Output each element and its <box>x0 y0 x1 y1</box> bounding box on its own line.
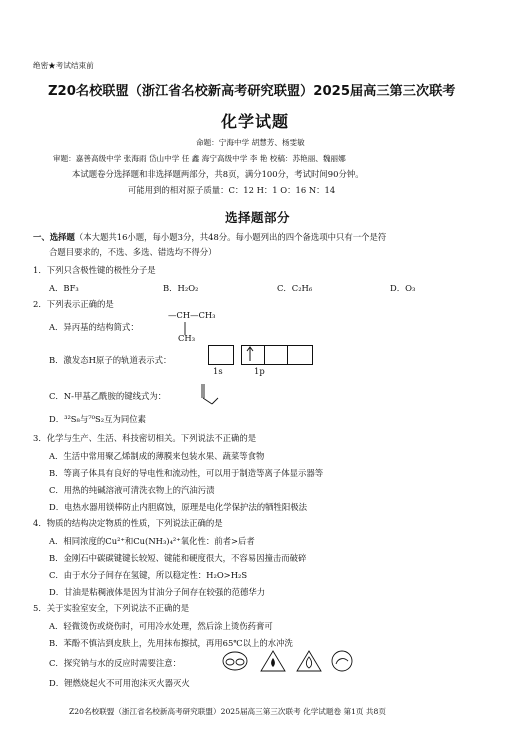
page-footer: Z20名校联盟（浙江省名校新高考研究联盟）2025届高三第三次联考 化学试题卷 第1页 共8页 <box>69 707 386 716</box>
q2-stem: 2．下列表示正确的是 <box>33 299 114 309</box>
reviewers-line: 审题：嘉善高级中学 张海雨 岱山中学 任 鑫 海宁高级中学 李 艳 校稿：苏艳丽、魏丽娜 <box>53 154 346 163</box>
skeletal-formula-icon <box>196 382 222 408</box>
goggles-icon <box>222 650 248 672</box>
q3-option-a: A．生活中常用聚乙烯制成的薄膜来包装水果、蔬菜等食物 <box>49 451 265 461</box>
q1-stem: 1．下列只含极性键的极性分子是 <box>33 265 156 275</box>
orbital-box-p3 <box>287 345 313 365</box>
part-one-label: 一、选择题 <box>33 232 75 242</box>
heating-warning-icon <box>260 650 286 672</box>
q4-option-c: C．由于水分子间存在氢键，所以稳定性：H₂O>H₂S <box>49 570 248 580</box>
orbital-label-1p: 1p <box>254 366 265 376</box>
q2-option-d: D．³²S₈与⁷⁰S₂互为同位素 <box>49 414 146 424</box>
q3-stem: 3．化学与生产、生活、科技密切相关。下列说法不正确的是 <box>33 433 257 443</box>
notice-line-1: 本试题卷分选择题和非选择题两部分，共8页，满分100分，考试时间90分钟。 <box>72 169 364 179</box>
q2-option-c: C．N-甲基乙酰胺的键线式为： <box>49 391 167 401</box>
part-one-instructions-1: （本大题共16小题，每小题3分，共48分。每小题列出的四个备选项中只有一个是符 <box>74 232 387 242</box>
q4-stem: 4．物质的结构决定物质的性质，下列说法正确的是 <box>33 518 223 528</box>
secret-note: 绝密★考试结束前 <box>33 61 94 70</box>
part-one-header <box>33 231 386 243</box>
part-one-instructions-2: 合题目要求的，不选、多选、错选均不得分） <box>49 247 217 257</box>
q2-option-b: B．激发态H原子的轨道表示式： <box>49 355 172 365</box>
q3-option-b: B．等离子体具有良好的导电性和流动性，可以用于制造等离子体显示器等 <box>49 468 324 478</box>
hand-wash-icon <box>330 650 354 672</box>
orbital-label-1s: 1s <box>213 366 223 376</box>
orbital-box-1s <box>208 345 234 365</box>
q4-option-d: D．甘油是粘稠液体是因为甘油分子间存在较强的范德华力 <box>49 587 266 597</box>
q2-a-formula-bottom: CH₃ <box>178 333 196 343</box>
authors-line: 命题：宁海中学 胡慧芳、杨雯敏 <box>196 138 305 147</box>
q3-option-c: C．用热的纯碱溶液可清洗衣物上的汽油污渍 <box>49 485 215 495</box>
q1-option-c: C．C₂H₆ <box>277 283 313 293</box>
exam-title: Z20名校联盟（浙江省名校新高考研究联盟）2025届高三第三次联考 <box>48 84 456 99</box>
notice-line-2: 可能用到的相对原子质量：C：12 H：1 O：16 N：14 <box>128 185 336 195</box>
q5-option-a: A．轻微烫伤或烧伤时，可用冷水处理，然后涂上烫伤药膏可 <box>49 621 273 631</box>
q5-option-b: B．苯酚不慎沾到皮肤上，先用抹布擦拭，再用65℃以上的水冲洗 <box>49 638 293 648</box>
q5-stem: 5．关于实验室安全，下列说法不正确的是 <box>33 603 190 613</box>
q1-option-d: D．O₃ <box>390 283 416 293</box>
q4-option-b: B．金刚石中碳碳键键长较短、键能和硬度很大，不容易因撞击而破碎 <box>49 553 307 563</box>
q5-option-c: C．探究钠与水的反应时需要注意： <box>49 658 182 668</box>
q4-option-a: A．相同浓度的Cu²⁺和Cu(NH₃)₄²⁺氧化性：前者>后者 <box>49 536 255 546</box>
q2-option-a: A．异丙基的结构简式： <box>49 322 139 332</box>
fire-warning-icon <box>296 650 322 672</box>
electron-up-arrow-icon <box>245 346 255 362</box>
section-title: 选择题部分 <box>225 210 291 225</box>
q1-option-b: B．H₂O₂ <box>163 283 199 293</box>
q5-option-d: D．锂燃烧起火不可用泡沫灭火器灭火 <box>49 678 190 688</box>
q2-a-formula-top: —CH—CH₃ <box>168 310 216 320</box>
q1-option-a: A．BF₃ <box>49 283 79 293</box>
subject-title: 化学试题 <box>221 112 290 131</box>
q3-option-d: D．电热水器用镁棒防止内胆腐蚀，原理是电化学保护法的牺牲阳极法 <box>49 502 307 512</box>
